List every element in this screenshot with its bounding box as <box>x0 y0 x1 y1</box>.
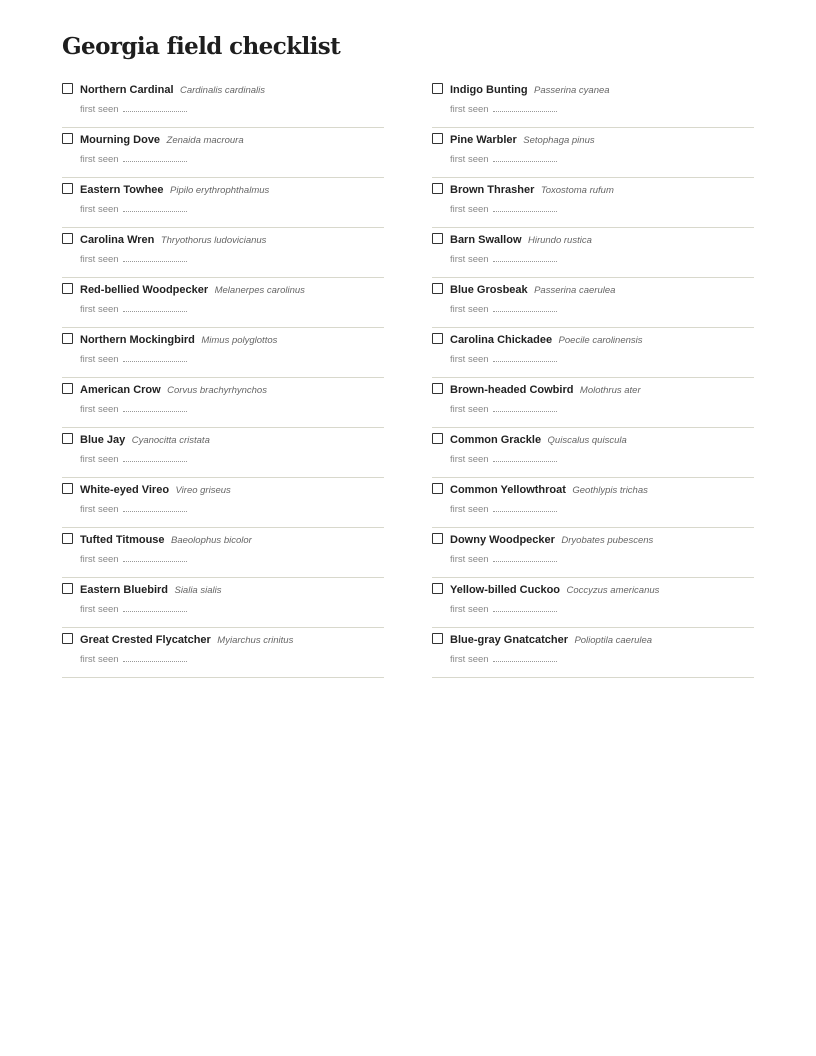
first-seen-line <box>80 652 187 667</box>
common-name: Carolina Chickadee <box>450 334 553 346</box>
scientific-name: Corvus brachyrhynchos <box>167 385 267 396</box>
scientific-name: Geothlypis trichas <box>572 485 648 496</box>
first-seen-blank[interactable] <box>123 302 187 312</box>
scientific-name: Setophaga pinus <box>523 135 595 146</box>
seen-checkbox[interactable] <box>432 433 443 444</box>
checklist-item <box>432 528 754 578</box>
species-name-line <box>450 131 595 149</box>
checklist-item <box>62 428 384 478</box>
first-seen-label: first seen <box>80 554 119 565</box>
common-name: Blue Grosbeak <box>450 284 528 296</box>
first-seen-label: first seen <box>450 254 489 265</box>
checklist-column-right <box>432 78 754 678</box>
scientific-name: Dryobates pubescens <box>561 535 654 546</box>
seen-checkbox[interactable] <box>62 433 73 444</box>
first-seen-blank[interactable] <box>493 452 557 462</box>
first-seen-label: first seen <box>450 304 489 315</box>
first-seen-line <box>80 102 187 117</box>
first-seen-blank[interactable] <box>123 552 187 562</box>
first-seen-label: first seen <box>450 204 489 215</box>
checklist-item <box>432 328 754 378</box>
first-seen-line <box>450 202 557 217</box>
checklist-item <box>62 578 384 628</box>
first-seen-label: first seen <box>80 404 119 415</box>
common-name: White-eyed Vireo <box>80 484 170 496</box>
checklist-item <box>62 128 384 178</box>
first-seen-label: first seen <box>80 354 119 365</box>
seen-checkbox[interactable] <box>432 533 443 544</box>
first-seen-line <box>450 552 557 567</box>
species-name-line <box>80 281 305 299</box>
first-seen-blank[interactable] <box>493 402 557 412</box>
first-seen-line <box>450 152 557 167</box>
common-name: Brown-headed Cowbird <box>450 384 574 396</box>
first-seen-blank[interactable] <box>123 152 187 162</box>
first-seen-label: first seen <box>80 154 119 165</box>
checklist-item <box>432 178 754 228</box>
first-seen-line <box>450 452 557 467</box>
first-seen-label: first seen <box>450 404 489 415</box>
seen-checkbox[interactable] <box>432 183 443 194</box>
first-seen-label: first seen <box>450 454 489 465</box>
seen-checkbox[interactable] <box>62 233 73 244</box>
species-name-line <box>80 131 244 149</box>
scientific-name: Quiscalus quiscula <box>547 435 627 446</box>
first-seen-label: first seen <box>80 254 119 265</box>
scientific-name: Cardinalis cardinalis <box>179 85 265 96</box>
checklist-item <box>432 278 754 328</box>
seen-checkbox[interactable] <box>432 633 443 644</box>
checklist-item <box>62 178 384 228</box>
first-seen-blank[interactable] <box>493 502 557 512</box>
first-seen-line <box>80 402 187 417</box>
scientific-name: Passerina cyanea <box>534 85 610 96</box>
checklist-item <box>62 628 384 678</box>
first-seen-line <box>80 502 187 517</box>
species-name-line <box>80 431 210 449</box>
first-seen-blank[interactable] <box>123 602 187 612</box>
checklist-item <box>62 278 384 328</box>
species-name-line <box>80 81 265 99</box>
common-name: Indigo Bunting <box>450 84 528 96</box>
common-name: Blue Jay <box>80 434 126 446</box>
first-seen-line <box>450 102 557 117</box>
first-seen-line <box>80 602 187 617</box>
first-seen-blank[interactable] <box>123 402 187 412</box>
checklist-item <box>432 578 754 628</box>
first-seen-line <box>80 302 187 317</box>
species-name-line <box>80 531 252 549</box>
species-name-line <box>450 331 643 349</box>
species-name-line <box>80 481 231 499</box>
species-name-line <box>80 631 293 649</box>
first-seen-line <box>80 452 187 467</box>
species-name-line <box>450 631 652 649</box>
first-seen-blank[interactable] <box>493 202 557 212</box>
common-name: Red-bellied Woodpecker <box>80 284 209 296</box>
first-seen-label: first seen <box>80 304 119 315</box>
first-seen-label: first seen <box>450 604 489 615</box>
seen-checkbox[interactable] <box>432 383 443 394</box>
species-name-line <box>80 331 277 349</box>
common-name: Mourning Dove <box>80 134 161 146</box>
scientific-name: Hirundo rustica <box>527 235 592 246</box>
first-seen-line <box>80 252 187 267</box>
common-name: Downy Woodpecker <box>450 534 555 546</box>
first-seen-label: first seen <box>80 504 119 515</box>
species-name-line <box>450 531 653 549</box>
first-seen-label: first seen <box>80 454 119 465</box>
checklist-column-left <box>62 78 384 678</box>
first-seen-blank[interactable] <box>493 352 557 362</box>
first-seen-blank[interactable] <box>123 502 187 512</box>
common-name: Carolina Wren <box>80 234 155 246</box>
checklist <box>62 78 754 678</box>
first-seen-label: first seen <box>450 354 489 365</box>
seen-checkbox[interactable] <box>62 483 73 494</box>
first-seen-line <box>80 152 187 167</box>
species-name-line <box>450 481 648 499</box>
common-name: Eastern Towhee <box>80 184 164 196</box>
first-seen-blank[interactable] <box>493 152 557 162</box>
first-seen-line <box>450 502 557 517</box>
first-seen-blank[interactable] <box>493 652 557 662</box>
first-seen-label: first seen <box>80 204 119 215</box>
first-seen-line <box>450 402 557 417</box>
scientific-name: Thryothorus ludovicianus <box>160 235 267 246</box>
checklist-item <box>62 378 384 428</box>
species-name-line <box>80 381 267 399</box>
species-name-line <box>450 431 627 449</box>
checklist-item <box>62 528 384 578</box>
first-seen-label: first seen <box>450 654 489 665</box>
seen-checkbox[interactable] <box>62 283 73 294</box>
first-seen-line <box>80 352 187 367</box>
scientific-name: Sialia sialis <box>174 585 222 596</box>
scientific-name: Poecile carolinensis <box>558 335 643 346</box>
seen-checkbox[interactable] <box>62 83 73 94</box>
scientific-name: Baeolophus bicolor <box>171 535 252 546</box>
scientific-name: Toxostoma rufum <box>540 185 614 196</box>
checklist-item <box>62 328 384 378</box>
common-name: Common Yellowthroat <box>450 484 566 496</box>
checklist-item <box>432 78 754 128</box>
common-name: Northern Mockingbird <box>80 334 195 346</box>
first-seen-line <box>80 202 187 217</box>
first-seen-blank[interactable] <box>123 102 187 112</box>
common-name: Yellow-billed Cuckoo <box>450 584 561 596</box>
first-seen-line <box>450 602 557 617</box>
scientific-name: Cyanocitta cristata <box>131 435 210 446</box>
species-name-line <box>450 281 615 299</box>
checklist-item <box>432 378 754 428</box>
seen-checkbox[interactable] <box>62 583 73 594</box>
checklist-item <box>432 228 754 278</box>
seen-checkbox[interactable] <box>432 583 443 594</box>
scientific-name: Vireo griseus <box>175 485 231 496</box>
seen-checkbox[interactable] <box>432 83 443 94</box>
seen-checkbox[interactable] <box>432 233 443 244</box>
first-seen-label: first seen <box>80 104 119 115</box>
common-name: Northern Cardinal <box>80 84 174 96</box>
species-name-line <box>450 81 610 99</box>
first-seen-blank[interactable] <box>493 252 557 262</box>
scientific-name: Mimus polyglottos <box>201 335 278 346</box>
common-name: Tufted Titmouse <box>80 534 165 546</box>
first-seen-blank[interactable] <box>123 202 187 212</box>
first-seen-line <box>450 652 557 667</box>
first-seen-blank[interactable] <box>493 552 557 562</box>
first-seen-line <box>450 352 557 367</box>
species-name-line <box>80 581 221 599</box>
seen-checkbox[interactable] <box>432 133 443 144</box>
scientific-name: Passerina caerulea <box>534 285 616 296</box>
checklist-item <box>432 478 754 528</box>
checklist-item <box>62 228 384 278</box>
first-seen-blank[interactable] <box>123 452 187 462</box>
first-seen-label: first seen <box>450 504 489 515</box>
seen-checkbox[interactable] <box>432 283 443 294</box>
seen-checkbox[interactable] <box>62 383 73 394</box>
first-seen-blank[interactable] <box>123 252 187 262</box>
scientific-name: Zenaida macroura <box>166 135 244 146</box>
first-seen-label: first seen <box>80 604 119 615</box>
first-seen-blank[interactable] <box>493 602 557 612</box>
checklist-item <box>62 478 384 528</box>
common-name: Great Crested Flycatcher <box>80 634 211 646</box>
first-seen-line <box>450 302 557 317</box>
scientific-name: Coccyzus americanus <box>566 585 660 596</box>
species-name-line <box>450 581 659 599</box>
common-name: Barn Swallow <box>450 234 522 246</box>
scientific-name: Pipilo erythrophthalmus <box>170 185 270 196</box>
common-name: Blue-gray Gnatcatcher <box>450 634 568 646</box>
first-seen-label: first seen <box>80 654 119 665</box>
species-name-line <box>80 231 266 249</box>
page-title: Georgia field checklist <box>62 33 341 60</box>
seen-checkbox[interactable] <box>62 533 73 544</box>
checklist-item <box>432 628 754 678</box>
common-name: Common Grackle <box>450 434 542 446</box>
seen-checkbox[interactable] <box>62 183 73 194</box>
first-seen-label: first seen <box>450 554 489 565</box>
common-name: Brown Thrasher <box>450 184 535 196</box>
seen-checkbox[interactable] <box>432 483 443 494</box>
checklist-item <box>62 78 384 128</box>
checklist-item <box>432 428 754 478</box>
species-name-line <box>80 181 269 199</box>
common-name: Pine Warbler <box>450 134 517 146</box>
scientific-name: Molothrus ater <box>579 385 641 396</box>
first-seen-line <box>80 552 187 567</box>
first-seen-line <box>450 252 557 267</box>
first-seen-label: first seen <box>450 154 489 165</box>
checklist-item <box>432 128 754 178</box>
scientific-name: Myiarchus crinitus <box>217 635 294 646</box>
species-name-line <box>450 231 592 249</box>
seen-checkbox[interactable] <box>62 133 73 144</box>
common-name: American Crow <box>80 384 161 396</box>
seen-checkbox[interactable] <box>62 633 73 644</box>
first-seen-blank[interactable] <box>493 102 557 112</box>
seen-checkbox[interactable] <box>432 333 443 344</box>
first-seen-blank[interactable] <box>123 352 187 362</box>
first-seen-blank[interactable] <box>493 302 557 312</box>
scientific-name: Polioptila caerulea <box>574 635 653 646</box>
species-name-line <box>450 181 614 199</box>
first-seen-label: first seen <box>450 104 489 115</box>
first-seen-blank[interactable] <box>123 652 187 662</box>
species-name-line <box>450 381 641 399</box>
common-name: Eastern Bluebird <box>80 584 169 596</box>
seen-checkbox[interactable] <box>62 333 73 344</box>
scientific-name: Melanerpes carolinus <box>214 285 305 296</box>
